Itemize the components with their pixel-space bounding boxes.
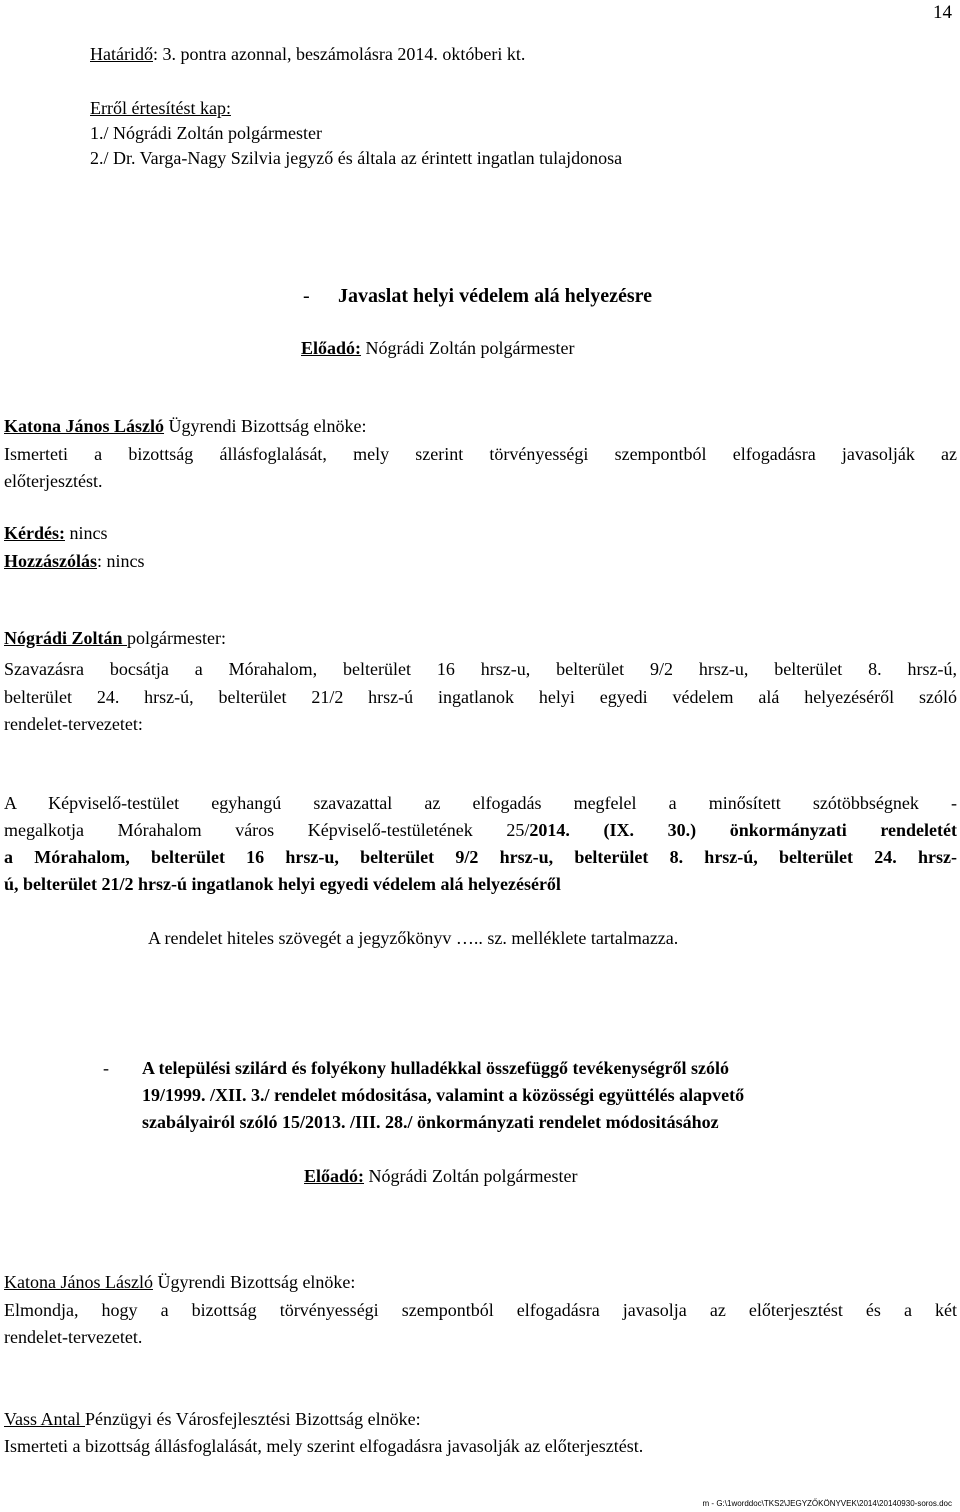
agenda2-committee-text: Elmondja, hogy a bizottság törvényességi szempontból elfogadásra javasolja az előterjesztést és a két bbox=[4, 1300, 957, 1320]
page-number: 14 bbox=[933, 2, 952, 23]
decision-text: ú, belterület 21/2 hrsz-ú ingatlanok helyi egyedi védelem alá helyezéséről bbox=[4, 874, 561, 894]
presenter-label: Előadó: bbox=[304, 1166, 365, 1186]
decision-text-part: megalkotja Mórahalom város Képviselő-testületének 25/ bbox=[4, 820, 530, 840]
agenda2-committee-text: rendelet-tervezetet. bbox=[4, 1327, 143, 1347]
presenter-name: Nógrádi Zoltán polgármester bbox=[361, 338, 575, 358]
committee-role: Ügyrendi Bizottság elnöke: bbox=[164, 416, 367, 436]
agenda1-committee-heading bbox=[4, 416, 367, 437]
agenda2-title: 19/1999. /XII. 3./ rendelet módositása, valamint a közösségi együttélés alapvető bbox=[142, 1085, 745, 1105]
finance-role: Pénzügyi és Városfejlesztési Bizottság elnöke: bbox=[85, 1409, 421, 1429]
mayor-role: polgármester: bbox=[127, 628, 226, 648]
agenda2-title: A települési szilárd és folyékony hulladékkal összefüggő tevékenységről szóló bbox=[142, 1058, 729, 1078]
footer-file-path: m - G:\1worddoc\TKS2\JEGYZŐKÖNYVEK\2014\20140930-soros.doc bbox=[702, 1499, 952, 1508]
agenda2-title: szabályairól szóló 15/2013. /III. 28./ önkormányzati rendelet módositásához bbox=[142, 1112, 719, 1132]
notify-item: 2./ Dr. Varga-Nagy Szilvia jegyző és általa az érintett ingatlan tulajdonosa bbox=[90, 148, 623, 168]
committee-chair-name: Katona János László bbox=[4, 1272, 153, 1292]
notify-label: Erről értesítést kap: bbox=[90, 98, 231, 118]
decision-text: a Mórahalom, belterület 16 hrsz-u, belterület 9/2 hrsz-u, belterület 8. hrsz-ú, belterület 24. hrsz- bbox=[4, 847, 957, 867]
presenter-name: Nógrádi Zoltán polgármester bbox=[364, 1166, 578, 1186]
finance-committee-heading bbox=[4, 1409, 421, 1430]
mayor-heading bbox=[4, 628, 226, 649]
deadline-label: Határidő bbox=[90, 44, 153, 64]
notify-item: 1./ Nógrádi Zoltán polgármester bbox=[90, 123, 322, 143]
agenda2-presenter bbox=[304, 1166, 577, 1187]
agenda1-dash: - bbox=[303, 285, 310, 307]
decision-text-bold: 2014. (IX. 30.) önkormányzati rendeletét bbox=[529, 820, 958, 840]
mayor-text: Szavazásra bocsátja a Mórahalom, belterület 16 hrsz-u, belterület 9/2 hrsz-u, belterület 8. hrsz-ú, bbox=[4, 659, 957, 679]
agenda1-title: Javaslat helyi védelem alá helyezésre bbox=[338, 285, 653, 307]
deadline-line bbox=[90, 44, 525, 65]
finance-committee-text: Ismerteti a bizottság állásfoglalását, mely szerint elfogadásra javasolják az előterjesztést. bbox=[4, 1436, 644, 1456]
annex-note: A rendelet hiteles szövegét a jegyzőkönyv ….. sz. melléklete tartalmazza. bbox=[148, 928, 679, 948]
mayor-text: belterület 24. hrsz-ú, belterület 21/2 hrsz-ú ingatlanok helyi egyedi védelem alá helyezéséről szóló bbox=[4, 687, 957, 707]
comment-value: : nincs bbox=[96, 551, 145, 571]
question-label: Kérdés: bbox=[4, 523, 65, 543]
decision-text bbox=[4, 820, 957, 841]
deadline-text: : 3. pontra azonnal, beszámolásra 2014. októberi kt. bbox=[152, 44, 526, 64]
agenda1-committee-text: előterjesztést. bbox=[4, 471, 103, 491]
question-value: nincs bbox=[64, 523, 108, 543]
finance-chair-name: Vass Antal bbox=[4, 1409, 85, 1429]
comment-label: Hozzászólás bbox=[4, 551, 97, 571]
decision-text: A Képviselő-testület egyhangú szavazattal az elfogadás megfelel a minősített szótöbbségnek - bbox=[4, 793, 957, 813]
agenda1-presenter bbox=[301, 338, 574, 359]
committee-role: Ügyrendi Bizottság elnöke: bbox=[152, 1272, 356, 1292]
mayor-name: Nógrádi Zoltán bbox=[4, 628, 128, 648]
committee-chair-name: Katona János László bbox=[4, 416, 165, 436]
presenter-label: Előadó: bbox=[301, 338, 362, 358]
mayor-text: rendelet-tervezetet: bbox=[4, 714, 143, 734]
agenda1-committee-text: Ismerteti a bizottság állásfoglalását, mely szerint törvényességi szempontból elfogadásra javasolják az bbox=[4, 444, 957, 464]
question-line bbox=[4, 523, 107, 544]
agenda2-committee-heading bbox=[4, 1272, 355, 1293]
comment-line bbox=[4, 551, 144, 572]
agenda2-dash: - bbox=[103, 1058, 109, 1078]
